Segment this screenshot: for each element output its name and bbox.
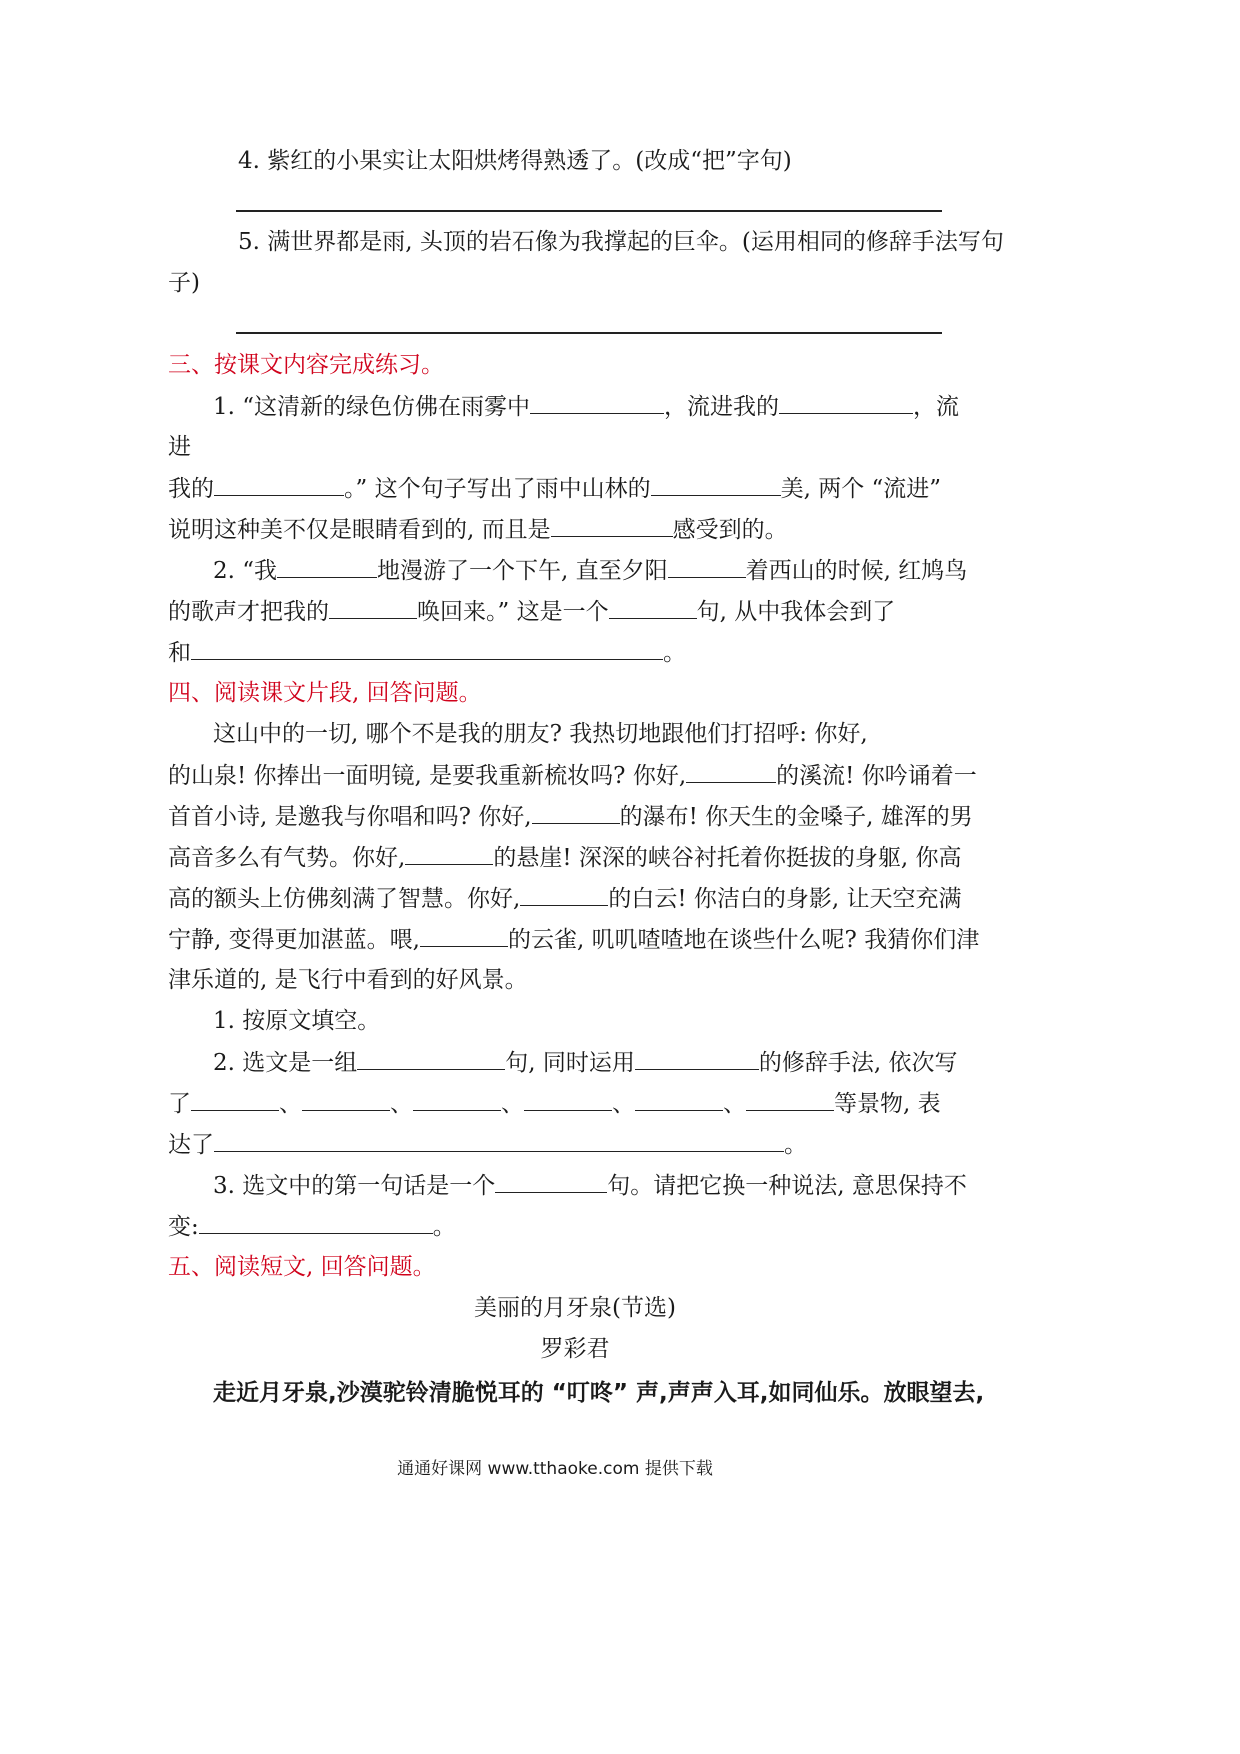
fill-blank[interactable] (668, 555, 746, 578)
passage-line: 津乐道的, 是飞行中看到的好风景。 (168, 967, 528, 993)
q2-item4: 4. 紫红的小果实让太阳烘烤得熟透了。(改成“把”字句) (238, 148, 792, 174)
fill-blank[interactable] (277, 555, 377, 578)
fill-blank[interactable] (191, 637, 663, 660)
sec4-q3-line2: 变: 。 (168, 1211, 456, 1242)
passage-line: 的山泉! 你捧出一面明镜, 是要我重新梳妆吗? 你好, 的溪流! 你吟诵着一 (168, 760, 977, 791)
sec3-p2-line3: 和 。 (168, 637, 686, 668)
fill-blank[interactable] (524, 1088, 612, 1111)
passage-line: 首首小诗, 是邀我与你唱和吗? 你好, 的瀑布! 你天生的金嗓子, 雄浑的男 (168, 801, 973, 832)
sec3-p1-line4: 说明这种美不仅是眼睛看到的, 而且是 感受到的。 (168, 514, 788, 545)
sec4-q2-line3: 达了 。 (168, 1129, 807, 1160)
fill-blank[interactable] (214, 473, 344, 496)
fill-blank[interactable] (405, 842, 493, 865)
sec4-q2-line2: 了 、 、 、 、 、 等景物, 表 (168, 1088, 941, 1119)
sec3-p1-line1: 1. “这清新的绿色仿佛在雨雾中 ，流进我的 ，流 (213, 391, 959, 422)
sec4-q3-line1: 3. 选文中的第一句话是一个 句。请把它换一种说法, 意思保持不 (213, 1170, 967, 1201)
passage-line: 宁静, 变得更加湛蓝。喂, 的云雀, 叽叽喳喳地在谈些什么呢? 我猜你们津 (168, 924, 979, 955)
article-body-line: 走近月牙泉,沙漠驼铃清脆悦耳的 “叮咚” 声,声声入耳,如同仙乐。放眼望去, (213, 1380, 985, 1406)
article-title: 美丽的月牙泉(节选) (474, 1295, 676, 1321)
sec3-p2-line2: 的歌声才把我的 唤回来。” 这是一个 句, 从中我体会到了 (168, 596, 895, 627)
passage-line: 这山中的一切, 哪个不是我的朋友? 我热切地跟他们打招呼: 你好, (213, 721, 868, 747)
fill-blank[interactable] (413, 1088, 501, 1111)
fill-blank[interactable] (530, 391, 664, 414)
sec3-p1-line3: 我的 。” 这个句子写出了雨中山林的 美, 两个 “流进” (168, 473, 941, 504)
fill-blank[interactable] (520, 883, 608, 906)
fill-blank[interactable] (329, 596, 417, 619)
fill-blank[interactable] (532, 801, 620, 824)
answer-line (236, 332, 942, 334)
sec3-p2-line1: 2. “我 地漫游了一个下午, 直至夕阳 着西山的时候, 红鸠鸟 (213, 555, 967, 586)
fill-blank[interactable] (199, 1211, 433, 1234)
section-5-heading: 五、阅读短文, 回答问题。 (168, 1254, 436, 1280)
section-4-heading: 四、阅读课文片段, 回答问题。 (168, 680, 482, 706)
q2-item5-cont: 子) (168, 270, 200, 296)
passage-line: 高的额头上仿佛刻满了智慧。你好, 的白云! 你洁白的身影, 让天空充满 (168, 883, 962, 914)
article-author: 罗彩君 (540, 1336, 610, 1362)
fill-blank[interactable] (635, 1088, 723, 1111)
fill-blank[interactable] (191, 1088, 279, 1111)
fill-blank[interactable] (635, 1047, 759, 1070)
fill-blank[interactable] (495, 1170, 607, 1193)
sec3-p1-line2: 进 (168, 434, 191, 460)
q2-item5: 5. 满世界都是雨, 头顶的岩石像为我撑起的巨伞。(运用相同的修辞手法写句 (238, 229, 1004, 255)
fill-blank[interactable] (746, 1088, 834, 1111)
answer-line (236, 210, 942, 212)
passage-line: 高音多么有气势。你好, 的悬崖! 深深的峡谷衬托着你挺拔的身躯, 你高 (168, 842, 962, 873)
fill-blank[interactable] (779, 391, 913, 414)
fill-blank[interactable] (551, 514, 673, 537)
fill-blank[interactable] (686, 760, 776, 783)
fill-blank[interactable] (357, 1047, 505, 1070)
fill-blank[interactable] (214, 1129, 784, 1152)
fill-blank[interactable] (302, 1088, 390, 1111)
fill-blank[interactable] (609, 596, 697, 619)
section-3-heading: 三、按课文内容完成练习。 (168, 352, 444, 378)
fill-blank[interactable] (420, 924, 508, 947)
sec4-q1: 1. 按原文填空。 (213, 1008, 381, 1034)
fill-blank[interactable] (651, 473, 781, 496)
page-footer: 通通好课网 www.tthaoke.com 提供下载 (397, 1459, 713, 1479)
sec4-q2-line1: 2. 选文是一组 句, 同时运用 的修辞手法, 依次写 (213, 1047, 958, 1078)
